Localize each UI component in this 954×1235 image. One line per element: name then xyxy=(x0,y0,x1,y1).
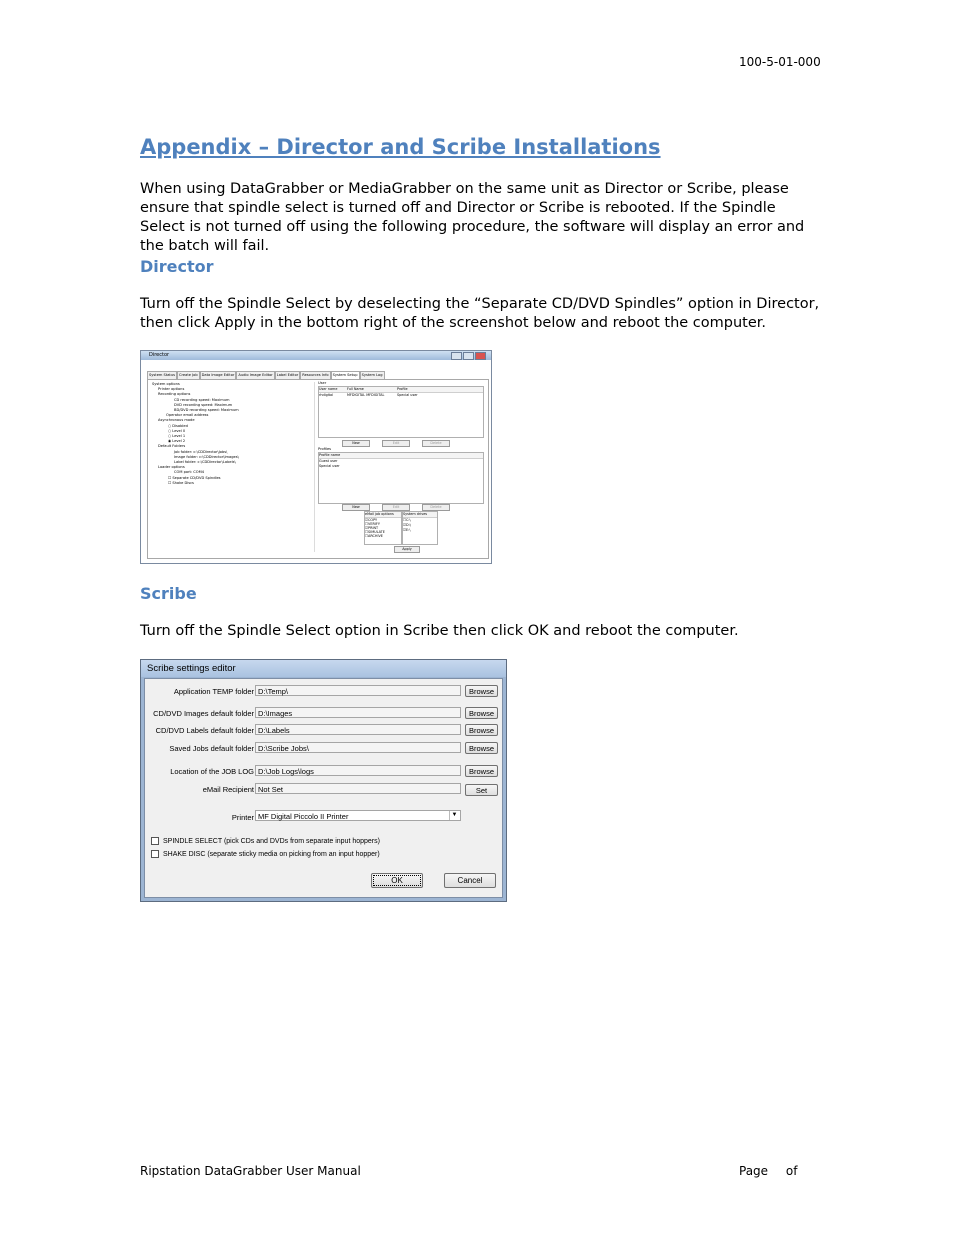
user-table-header: User name Full Name Profile xyxy=(319,387,483,393)
email-options-header: eMail job options xyxy=(365,512,401,518)
tree-item[interactable]: CD recording speed: Maximum xyxy=(174,397,230,402)
tab-label-editor[interactable]: Label Editor xyxy=(276,373,299,377)
profiles-group-label: Profiles xyxy=(318,447,332,451)
scribe-paragraph: Turn off the Spindle Select option in Scribe then click OK and reboot the computer. xyxy=(140,623,739,639)
shake-discs-checkbox[interactable]: ☐ Shake Discs xyxy=(168,480,194,485)
profile-edit-button[interactable]: Edit xyxy=(382,504,410,511)
email-option[interactable]: ☐SIMULATE xyxy=(365,530,385,534)
tree-item[interactable]: Printer options xyxy=(158,387,185,392)
job-log-label: Location of the JOB LOG xyxy=(170,767,254,776)
email-set-button[interactable]: Set xyxy=(465,784,498,796)
drive-item[interactable]: ☐C:\ xyxy=(403,518,411,522)
tab-system-status[interactable]: System Status xyxy=(149,373,175,377)
ok-button[interactable]: OK xyxy=(371,873,423,888)
intro-paragraph: When using DataGrabber or MediaGrabber on the same unit as Director or Scribe, please ensure that spindle select is turned off and Director or Scribe is rebooted. If the Spindle Select is not turned off using the following procedure, the software will display an error and the batch will fail. xyxy=(140,181,805,254)
jobs-folder-browse-button[interactable]: Browse xyxy=(465,742,498,754)
user-delete-button[interactable]: Delete xyxy=(422,440,450,447)
images-folder-label: CD/DVD Images default folder xyxy=(153,709,254,718)
tree-item[interactable]: Job folder: c:\CDDirector\Jobs\ xyxy=(174,449,228,454)
footer-manual-title: Ripstation DataGrabber User Manual xyxy=(140,1164,361,1178)
tree-item[interactable]: BD/DVD recording speed: Maximum xyxy=(174,408,239,413)
scribe-screenshot xyxy=(140,659,507,902)
system-drives-box xyxy=(402,511,438,545)
profile-delete-button[interactable]: Delete xyxy=(422,504,450,511)
director-paragraph: Turn off the Spindle Select by deselecting the “Separate CD/DVD Spindles” option in Director, then click Apply in the bottom right of the screenshot below and reboot the computer. xyxy=(140,296,820,331)
list-item[interactable]: Guest user xyxy=(319,459,338,463)
images-folder-field[interactable]: D:\Images xyxy=(255,707,461,718)
tree-item[interactable]: Asynchronous mode xyxy=(158,418,195,423)
temp-folder-browse-button[interactable]: Browse xyxy=(465,685,498,697)
tree-radio-item[interactable]: ◉ Level 2 xyxy=(168,439,186,444)
table-row[interactable]: rhdigital MFDIGITAL MFDIGITAL Special user xyxy=(319,393,418,397)
tree-item[interactable]: Operator email address xyxy=(166,413,209,418)
user-edit-button[interactable]: Edit xyxy=(382,440,410,447)
scribe-heading: Scribe xyxy=(140,584,197,603)
tree-item[interactable]: COM port: COM4 xyxy=(174,470,205,475)
tree-item[interactable]: Label folder: c:\CDDirector\Labels\ xyxy=(174,460,236,465)
list-item[interactable]: Special user xyxy=(319,464,340,468)
tree-item[interactable]: Default Folders xyxy=(158,444,186,449)
images-folder-browse-button[interactable]: Browse xyxy=(465,707,498,719)
director-titlebar xyxy=(141,351,491,360)
labels-folder-field[interactable]: D:\Labels xyxy=(255,724,461,735)
options-tree xyxy=(152,382,315,552)
footer-page-label: Page xyxy=(739,1164,769,1178)
tree-item[interactable]: Loader options xyxy=(158,465,185,470)
printer-select[interactable]: MF Digital Piccolo II Printer ▼ xyxy=(255,810,461,821)
separate-spindles-checkbox[interactable]: ☐ Separate CD/DVD Spindles xyxy=(168,475,221,480)
printer-label: Printer xyxy=(231,813,254,822)
chevron-down-icon[interactable]: ▼ xyxy=(449,811,459,820)
tree-item[interactable]: System options xyxy=(152,382,180,386)
spindle-select-box[interactable] xyxy=(151,837,159,845)
spindle-select-checkbox[interactable] xyxy=(151,837,380,845)
email-option[interactable]: ☑PRINT xyxy=(365,526,379,530)
scribe-settings-body xyxy=(144,678,503,898)
document-number: 100-5-01-000 xyxy=(739,55,821,69)
system-drives-header: System drives xyxy=(403,512,437,518)
close-icon[interactable] xyxy=(475,352,486,360)
user-group-label: User xyxy=(318,381,327,385)
cancel-button[interactable]: Cancel xyxy=(444,873,496,888)
drive-item[interactable]: ☑E:\ xyxy=(403,528,411,532)
email-option[interactable]: ☐ARCHIVE xyxy=(365,534,383,538)
email-recipient-field[interactable]: Not Set xyxy=(255,783,461,794)
scribe-titlebar: Scribe settings editor xyxy=(141,660,506,677)
tree-radio-item[interactable]: ○ Disabled xyxy=(168,423,188,428)
user-new-button[interactable]: New xyxy=(342,440,370,447)
tab-data-image-editor[interactable]: Data Image Editor xyxy=(201,373,235,377)
tree-item[interactable]: DVD recording speed: Maximum xyxy=(174,402,233,407)
director-tabs xyxy=(147,371,385,379)
tab-audio-image-editor[interactable]: Audio Image Editor xyxy=(238,373,273,377)
temp-folder-label: Application TEMP folder xyxy=(173,687,254,696)
drive-item[interactable]: ☑D:\ xyxy=(403,523,411,527)
spindle-select-label: SPINDLE SELECT (pick CDs and DVDs from separate input hoppers) xyxy=(163,837,380,845)
shake-disc-box[interactable] xyxy=(151,850,159,858)
temp-folder-field[interactable]: D:\Temp\ xyxy=(255,685,461,696)
shake-disc-label: SHAKE DISC (separate sticky media on picking from an input hopper) xyxy=(163,850,380,858)
profile-new-button[interactable]: New xyxy=(342,504,370,511)
appendix-heading: Appendix – Director and Scribe Installations xyxy=(140,135,661,159)
tree-item[interactable]: Recording options xyxy=(158,392,191,397)
labels-folder-browse-button[interactable]: Browse xyxy=(465,724,498,736)
tree-radio-item[interactable]: ○ Level 1 xyxy=(168,434,186,439)
profiles-header: Profile name xyxy=(319,453,483,459)
tab-create-job[interactable]: Create Job xyxy=(179,373,198,377)
tree-radio-item[interactable]: ○ Level 0 xyxy=(168,428,186,433)
labels-folder-label: CD/DVD Labels default folder xyxy=(155,726,254,735)
profiles-table xyxy=(318,452,484,504)
tab-system-setup[interactable]: System Setup xyxy=(332,373,358,377)
director-setup-panel xyxy=(147,379,489,559)
director-screenshot xyxy=(140,350,492,564)
user-table xyxy=(318,386,484,438)
email-options-box xyxy=(364,511,402,545)
maximize-icon[interactable] xyxy=(463,352,474,360)
director-title: Director xyxy=(149,352,170,358)
email-option[interactable]: ☑COPY xyxy=(365,518,378,522)
job-log-field[interactable]: D:\Job Logs\logs xyxy=(255,765,461,776)
footer-of-label: of xyxy=(785,1164,798,1178)
tab-resources-info[interactable]: Resources Info xyxy=(302,373,329,377)
email-recipient-label: eMail Recipient xyxy=(202,785,254,794)
minimize-icon[interactable] xyxy=(451,352,462,360)
tree-item[interactable]: Image folder: c:\CDDirector\Images\ xyxy=(174,454,239,459)
jobs-folder-field[interactable]: D:\Scribe Jobs\ xyxy=(255,742,461,753)
director-heading: Director xyxy=(140,257,214,276)
email-option[interactable]: ☐VERIFY xyxy=(365,522,380,526)
apply-button[interactable]: Apply xyxy=(394,546,420,553)
job-log-browse-button[interactable]: Browse xyxy=(465,765,498,777)
shake-disc-checkbox[interactable] xyxy=(151,850,380,858)
tab-system-log[interactable]: System Log xyxy=(361,373,383,377)
jobs-folder-label: Saved Jobs default folder xyxy=(169,744,254,753)
footer-page-number xyxy=(739,1164,797,1178)
